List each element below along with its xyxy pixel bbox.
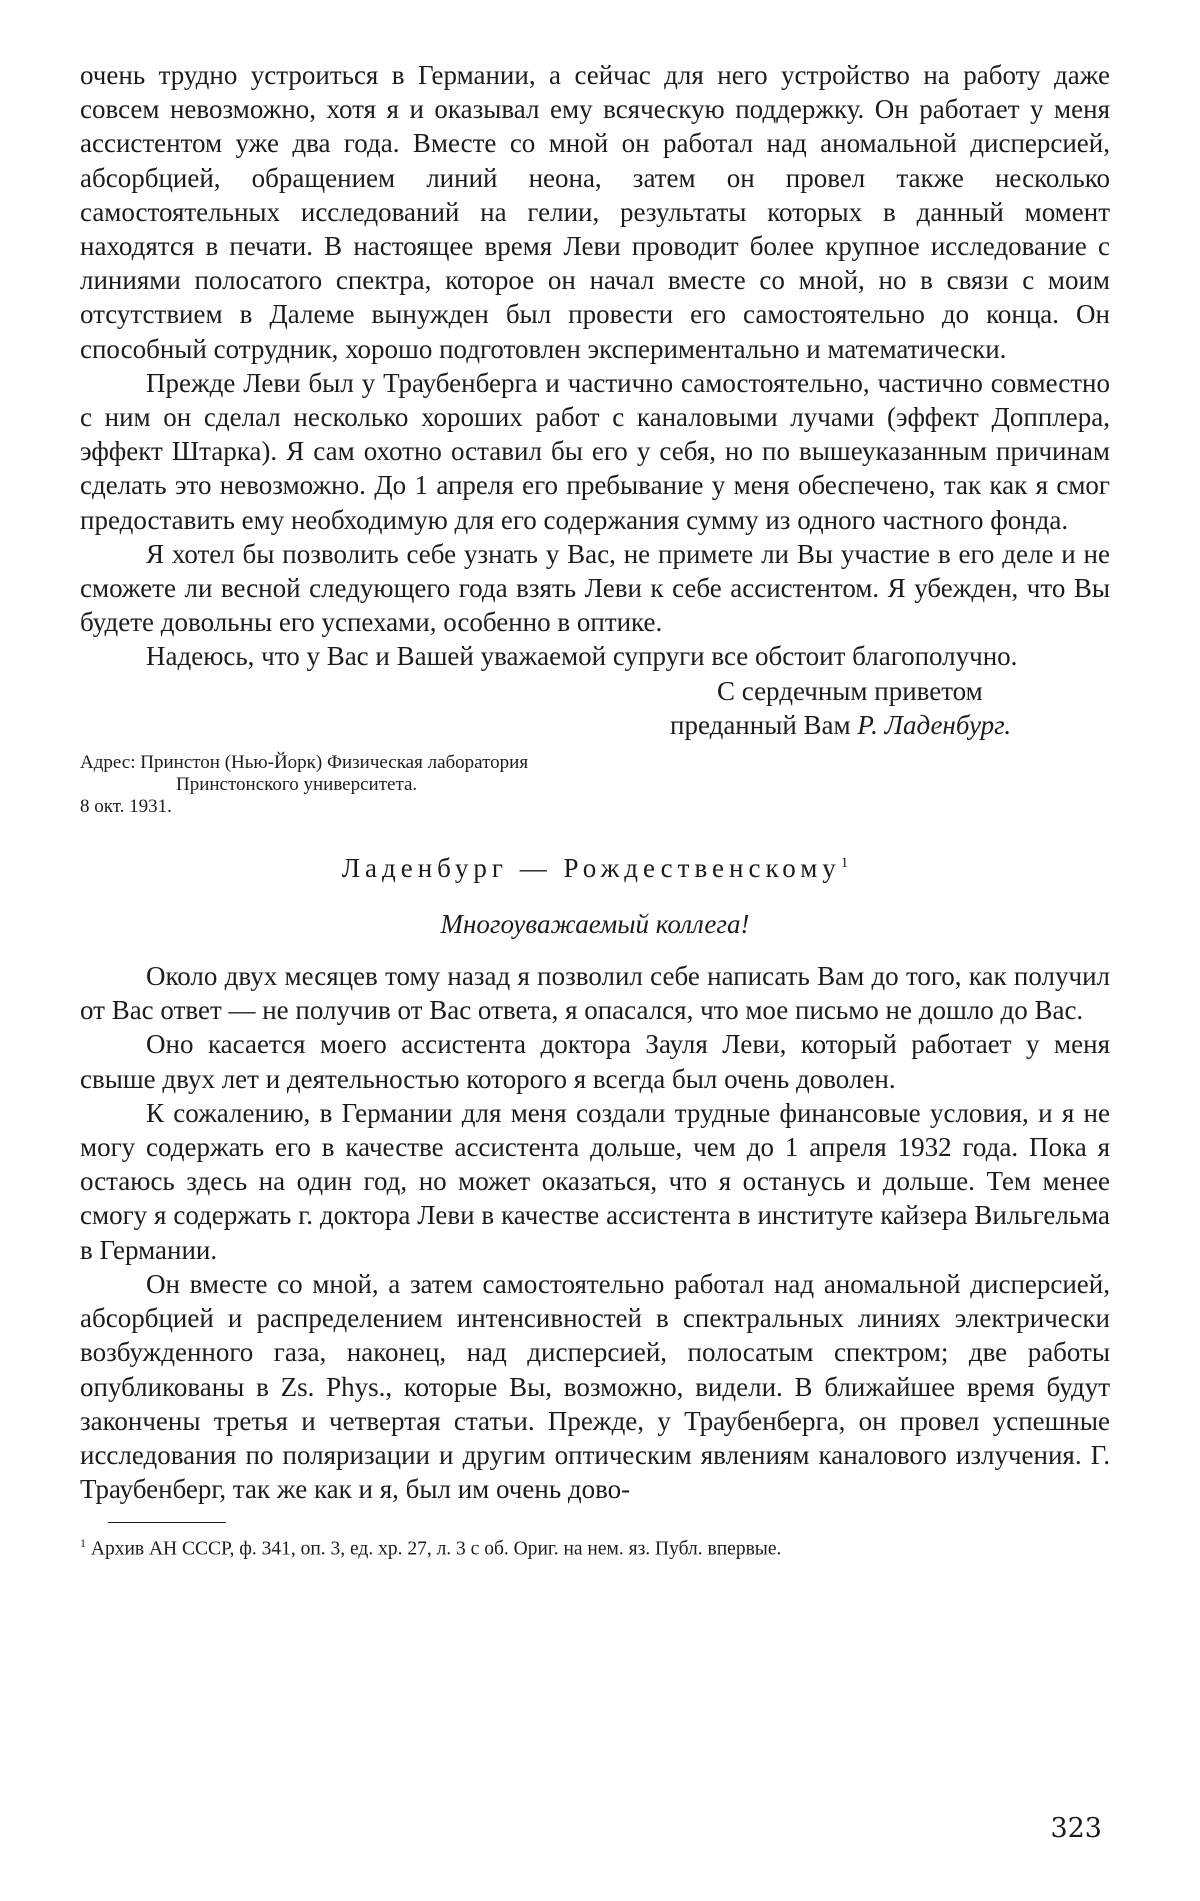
letter2-salutation: Многоуважаемый коллега! xyxy=(440,909,750,940)
footnote-mark: 1 xyxy=(80,1536,86,1551)
signature: Р. Ладенбург. xyxy=(857,709,1012,740)
letter1-address-block xyxy=(80,752,1110,818)
letter2-heading xyxy=(80,846,1110,885)
letter1-paragraph-3: Я хотел бы позволить себе узнать у Вас, не примете ли Вы участие в его деле и не сможете ли весной следующего года взять Леви к себе ассистентом. Я убежден, что Вы будете довольны его успехами, особенно в оптике. xyxy=(80,538,1110,638)
letter1-body xyxy=(80,58,1110,674)
letter2-body xyxy=(80,959,1110,1506)
address-line-2: Принстонского университета. xyxy=(176,774,418,796)
closing-devoted: преданный Вам xyxy=(670,709,851,740)
footnote xyxy=(80,1531,1110,1562)
letter2-paragraph-3: К сожалению, в Германии для меня создали трудные финансовые условия, и я не могу содержать его в качестве ассистента дольше, чем до 1 апреля 1932 года. Пока я остаюсь здесь на один год, но может оказаться, что я останусь и дольше. Тем менее смогу я содержать г. доктора Леви в качестве ассистента в институте кайзера Вильгельма в Германии. xyxy=(80,1097,1110,1265)
letter1-closing xyxy=(80,674,1110,742)
footnote-text: Архив АН СССР, ф. 341, оп. 3, ед. хр. 27, л. 3 с об. Ориг. на нем. яз. Публ. впервые. xyxy=(90,1538,782,1560)
letter2-paragraph-2: Оно касается моего ассистента доктора Зауля Леви, который работает у меня свыше двух лет и деятельностью которого я всегда был очень доволен. xyxy=(80,1029,1110,1094)
letter1-date: 8 окт. 1931. xyxy=(80,796,172,818)
closing-signoff xyxy=(80,708,1110,742)
closing-greeting: С сердечным приветом xyxy=(717,675,983,706)
book-page xyxy=(80,58,1110,1858)
letter1-paragraph-4: Надеюсь, что у Вас и Вашей уважаемой супруги все обстоит благополучно. xyxy=(146,641,1018,672)
footnote-divider xyxy=(108,1522,226,1523)
address-line-1: Адрес: Принстон (Нью-Йорк) Физическая лаборатория xyxy=(80,752,529,774)
letter2-heading-text: Ладенбург — Рождественскому xyxy=(341,853,841,884)
letter1-paragraph-1: очень трудно устроиться в Германии, а сейчас для него устройство на работу даже совсем невозможно, хотя я и оказывал ему всяческую поддержку. Он работает у меня ассистентом уже два года. Вместе со мной он работал над аномальной дисперсией, абсорбцией, обращением линий неона, затем он провел также несколько самостоятельных исследований на гелии, результаты которых в данный момент находятся в печати. В настоящее время Леви проводит более крупное исследование с линиями полосатого спектра, которое он начал вместе со мной, но в связи с моим отсутствием в Далеме вынужден был провести его самостоятельно до конца. Он способный сотрудник, хорошо подготовлен экспериментально и математически. xyxy=(80,60,1110,364)
letter2-paragraph-4: Он вместе со мной, а затем самостоятельно работал над аномальной дисперсией, абсорбцией и распределением интенсивностей в спектральных линиях электрически возбужденного газа, наконец, над дисперсией, полосатым спектром; две работы опубликованы в Zs. Phys., которые Вы, возможно, видели. В ближайшее время будут закончены третья и четвертая статьи. Прежде, у Траубенберга, он провел успешные исследования по поляризации и другим оптическим явлениям каналового излучения. Г. Траубенберг, так же как и я, был им очень дово- xyxy=(80,1268,1110,1505)
letter2-paragraph-1: Около двух месяцев тому назад я позволил себе написать Вам до того, как получил от Вас ответ — не получив от Вас ответа, я опасался, что мое письмо не дошло до Вас. xyxy=(80,961,1110,1026)
heading-footnote-mark: 1 xyxy=(840,855,849,872)
page-number: 323 xyxy=(1050,1813,1102,1844)
letter1-paragraph-2: Прежде Леви был у Траубенберга и частично самостоятельно, частично совместно с ним он сделал несколько хороших работ с каналовыми лучами (эффект Допплера, эффект Штарка). Я сам охотно оставил бы его у себя, но по вышеуказанным причинам сделать это невозможно. До 1 апреля его пребывание у меня обеспечено, так как я смог предоставить ему необходимую для его содержания сумму из одного частного фонда. xyxy=(80,367,1110,535)
